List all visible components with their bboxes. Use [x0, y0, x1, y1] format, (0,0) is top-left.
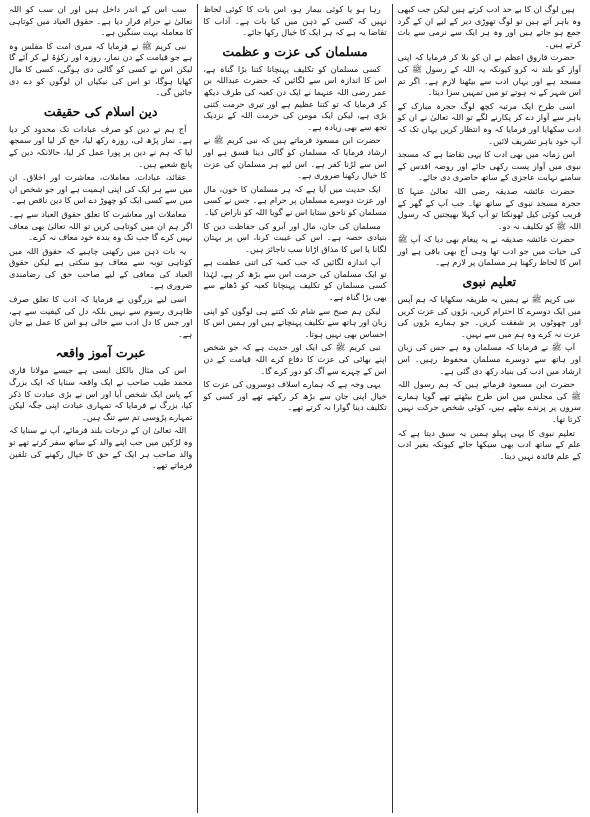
paragraph: ہیں لوگ ان کا بے حد ادب کرتے ہیں لیکن جب کبھی وہ باہر آتے ہیں تو لوگ تھوڑی دیر کے لیے ان کے گرد جمع ہو جاتے ہیں اور وہ ہر ایک سے نرمی سے بات کرتے ہیں۔ — [397, 4, 581, 49]
paragraph: نبی کریم ﷺ کی ایک اور حدیث ہے کہ جو شخص اپنے بھائی کی عزت کا دفاع کرے اللہ قیامت کے دن اس کے چہرے سے آگ کو دور کرے گا۔ — [203, 342, 387, 376]
text-column-1 — [393, 4, 586, 813]
paragraph: ایک حدیث میں آیا ہے کہ ہر مسلمان کا خون، مال اور عزت دوسرے مسلمان پر حرام ہے۔ جس نے کسی مسلمان کو ناحق ستایا اس نے گویا اللہ کو ناراض کیا۔ — [203, 183, 387, 217]
text-columns — [4, 4, 586, 813]
paragraph: لیکن ہم صبح سے شام تک کتنے ہی لوگوں کو اپنی زبان اور ہاتھ سے تکلیف پہنچاتے ہیں اور ہمیں اس کا احساس بھی نہیں ہوتا۔ — [203, 305, 387, 339]
section-heading: دین اسلام کی حقیقت — [43, 103, 158, 119]
paragraph: حضرت ابن مسعود فرماتے ہیں کہ نبی کریم ﷺ نے ارشاد فرمایا کہ مسلمان کو گالی دینا فسق ہے اور اس سے لڑنا کفر ہے۔ اس لیے ہر مسلمان کی عزت کا خیال رکھنا ضروری ہے۔ — [203, 135, 387, 181]
paragraph: تعلیم نبوی کا یہی پہلو ہمیں یہ سبق دیتا ہے کہ علم کے ساتھ ادب بھی سیکھا جائے کیونکہ بغیر ادب کے علم فائدہ نہیں دیتا۔ — [397, 427, 581, 461]
section-heading: تعلیم نبوی — [462, 274, 517, 290]
paragraph: اس کی مثال بالکل ایسی ہے جیسے مولانا قاری محمد طیب صاحب نے ایک واقعہ سنایا کہ ایک بزرگ کے پاس ایک شخص آیا اور اس نے بڑی عبادت کا ذکر کیا، بزرگ نے فرمایا کہ تمہاری عبادت اپنی جگہ لیکن تمہارے پڑوسی تم سے تنگ ہیں۔ — [9, 365, 193, 422]
paragraph: نبی کریم ﷺ نے ہمیں یہ طریقہ سکھایا کہ ہم آپس میں ایک دوسرے کا احترام کریں، بڑوں کی عزت کریں اور چھوٹوں پر شفقت کریں۔ جو ہمارے بڑوں کی عزت نہ کرے وہ ہم میں سے نہیں۔ — [397, 294, 581, 339]
paragraph: مسلمان کی جان، مال اور آبرو کی حفاظت دین کا بنیادی حصہ ہے۔ اس کی غیبت کرنا، اس پر بہتان لگانا یا اس کا مذاق اڑانا سب ناجائز ہیں۔ — [203, 220, 387, 254]
paragraph: نبی کریم ﷺ نے فرمایا کہ میری امت کا مفلس وہ ہے جو قیامت کے دن نماز، روزہ اور زکوٰۃ لے کر آئے گا لیکن اس نے کسی کو گالی دی ہوگی، کسی کا مال کھایا ہوگا، تو اس کی نیکیاں ان لوگوں کو دے دی جائیں گی۔ — [9, 40, 193, 98]
paragraph: حضرت عائشہ صدیقہ رضی اللہ تعالیٰ عنہا کا حجرہ مسجد نبوی کے ساتھ تھا۔ جب آپ کے گھر کے قریب کوئی کیل ٹھونکتا تو آپ کہلا بھیجتیں کہ رسول اللہ ﷺ کو تکلیف نہ دو۔ — [397, 185, 581, 231]
section-heading: مسلمان کی عزت و عظمت — [222, 43, 368, 59]
paragraph: کسی مسلمان کو تکلیف پہنچانا کتنا بڑا گناہ ہے، اس کا اندازہ اس سے لگائیں کہ حضرت عبداللہ بن عمر رضی اللہ عنہما نے ایک دن کعبہ کی طرف دیکھ کر فرمایا کہ تو کتنا عظیم ہے اور تیری حرمت کتنی بڑی ہے، لیکن ایک مومن کی حرمت اللہ کے نزدیک تجھ سے بھی زیادہ ہے۔ — [203, 63, 387, 132]
paragraph: اسی طرح ایک مرتبہ کچھ لوگ حجرہ مبارک کے باہر سے آواز دے کر پکارنے لگے تو اللہ تعالیٰ نے ان کو ادب سکھایا اور فرمایا کہ وہ انتظار کریں یہاں تک کہ آپ خود باہر تشریف لائیں۔ — [397, 100, 581, 146]
paragraph: آج ہم نے دین کو صرف عبادات تک محدود کر دیا ہے۔ نماز پڑھ لی، روزہ رکھ لیا، حج کر لیا اور سمجھ لیا کہ ہم نے دین پر پورا عمل کر لیا، حالانکہ دین کے پانچ شعبے ہیں۔ — [9, 123, 193, 169]
paragraph: اسی لیے بزرگوں نے فرمایا کہ ادب کا تعلق صرف ظاہری رسوم سے نہیں بلکہ دل کی کیفیت سے ہے، اور جس کا دل ادب سے خالی ہو اس کا عمل بے جان ہے۔ — [9, 294, 193, 339]
paragraph: آپ اندازہ لگائیں کہ جب کعبہ کی اتنی عظمت ہے تو ایک مسلمان کی حرمت اس سے بڑھ کر ہے، لہٰذا کسی مسلمان کو تکلیف پہنچانا کعبہ کو ڈھانے سے بھی بڑا گناہ ہے۔ — [203, 257, 387, 303]
paragraph: حضرت ابن مسعود فرماتے ہیں کہ ہم رسول اللہ ﷺ کی مجلس میں اس طرح بیٹھتے تھے گویا ہمارے سروں پر پرندے بیٹھے ہیں، کوئی شخص حرکت نہیں کرتا تھا۔ — [397, 379, 581, 424]
paragraph: یہی وجہ ہے کہ ہمارے اسلاف دوسروں کی عزت کا خیال اپنی جان سے بڑھ کر رکھتے تھے اور کسی کو تکلیف دینا گوارا نہ کرتے تھے۔ — [203, 379, 387, 413]
paragraph: اس زمانہ میں بھی ادب کا یہی تقاضا ہے کہ مسجد نبوی میں آواز پست رکھی جائے اور روضہ اقدس کے سامنے نہایت عاجزی کے ساتھ حاضری دی جائے۔ — [397, 149, 581, 183]
paragraph: یہ بات ذہن میں رکھنی چاہیے کہ حقوق اللہ میں کوتاہی توبہ سے معاف ہو سکتی ہے لیکن حقوق العباد کی معافی کے لیے صاحب حق کی رضامندی ضروری ہے۔ — [9, 245, 193, 291]
section-heading: عبرت آموز واقعہ — [55, 345, 146, 361]
paragraph: اللہ تعالیٰ ان کے درجات بلند فرمائے، آپ نے سنایا کہ وہ لڑکپن میں جب اپنے والد کے ساتھ سفر کرتے تھے تو والد صاحب ہر ایک کے حق کا خیال رکھنے کی تلقین فرماتے تھے۔ — [9, 425, 193, 471]
paragraph: آپ ﷺ نے فرمایا کہ مسلمان وہ ہے جس کی زبان اور ہاتھ سے دوسرے مسلمان محفوظ رہیں۔ اس ارشاد میں ادب کی بنیاد رکھ دی گئی ہے۔ — [397, 342, 581, 376]
paragraph: حضرت فاروق اعظم نے ان کو بلا کر فرمایا کہ اپنی آواز کو بلند نہ کرو کیونکہ یہ اللہ کے رسول ﷺ کی مسجد ہے اور یہاں ادب سے بیٹھنا لازم ہے۔ اگر تم اس شہر کے نہ ہوتے تو میں تمہیں سزا دیتا۔ — [397, 52, 581, 98]
text-column-3 — [4, 4, 198, 813]
text-column-2 — [198, 4, 392, 813]
paragraph: حضرت عائشہ صدیقہ نے یہ پیغام بھی دیا کہ آپ ﷺ کی حیات میں جو ادب تھا وہی آج بھی باقی ہے اور اس کا لحاظ رکھنا ہر مسلمان پر لازم ہے۔ — [397, 234, 581, 268]
paragraph: معاملات اور معاشرت کا تعلق حقوق العباد سے ہے۔ اگر ہم ان میں کوتاہی کریں تو اللہ تعالیٰ بھی معاف نہیں کرے گا جب تک وہ بندہ خود معاف نہ کرے۔ — [9, 208, 193, 243]
paragraph: عقائد، عبادات، معاملات، معاشرت اور اخلاق۔ ان میں سے ہر ایک کی اپنی اہمیت ہے اور جو شخص ان میں سے کسی ایک کو چھوڑ دے اس کا دین ناقص ہے۔ — [9, 172, 193, 206]
paragraph: رہا ہو یا کوئی بیمار ہو، اس بات کا کوئی لحاظ نہیں کہ کسی کے ذہن میں کیا بات ہے۔ آداب کا تقاضا یہ ہے کہ ہر ایک کا خیال رکھا جائے۔ — [203, 4, 387, 38]
paragraph: سب اس کے اندر داخل ہیں اور ان سب کو اللہ تعالیٰ نے حرام قرار دیا ہے۔ حقوق العباد میں کوتاہی کا معاملہ بہت سنگین ہے۔ — [9, 4, 193, 38]
